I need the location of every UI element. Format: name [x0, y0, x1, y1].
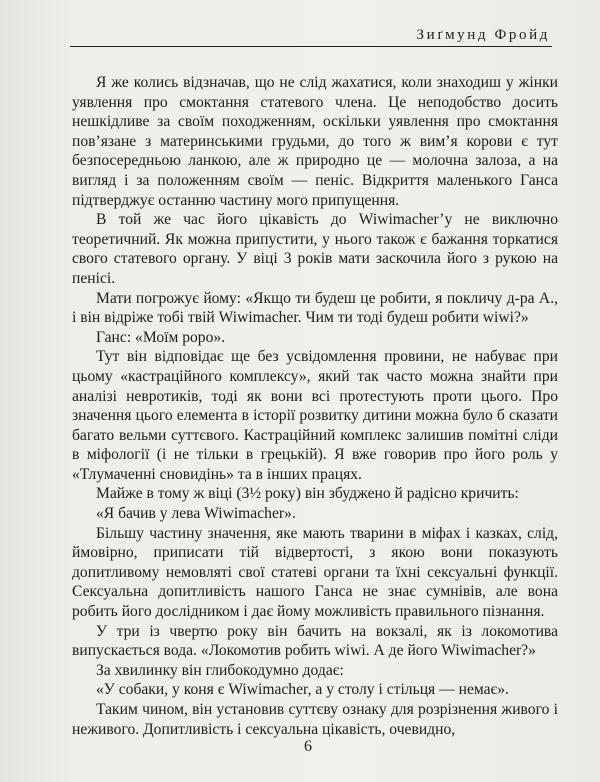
- header-rule: [70, 46, 552, 47]
- paragraph: Таким чином, він установив суттєву ознаку для розрізнення живого і неживого. Допитливість і сексуальна цікавість, очевидно,: [72, 701, 558, 738]
- paragraph: Мати погрожує йому: «Якщо ти будеш це робити, я покличу д-ра А., і він відріже тобі твій Wiwimacher. Чим ти тоді будеш робити wiwi?»: [72, 289, 558, 327]
- paragraph: Більшу частину значення, яке мають тварини в міфах і казках, слід, ймовірно, приписати тій відвертості, з якою вони показують допитливому немовляті свої статеві органи та їхні сексуальні функції. Сексуальна допитливість нашого Ганса не знає сумнівів, але вона робить його дослідником і дає йому можливість правильного пізнання.: [72, 524, 558, 621]
- quote-line: «У собаки, у коня є Wiwimacher, а у столу і стільця — немає».: [96, 681, 509, 699]
- page-number: 6: [304, 738, 312, 755]
- running-head-author: Зиґмунд Фройд: [416, 27, 550, 43]
- body-text: [72, 73, 558, 739]
- paragraph: За хвилинку він глибокодумно додає:: [96, 661, 344, 679]
- paragraph: Я же колись відзначав, що не слід жахатися, коли знаходиш у жінки уявлення про смоктання статевого члена. Це неподобство досить нешкідливе за своїм походженням, оскільки уявлення про смоктання пов’язане з материнськими грудьми, до того ж вим’я корови є тут безпосередньою ланкою, але ж природно це — молочна залоза, а на вигляд і за положенням своїм — пеніс. Відкриття маленького Ганса підтверджує останню частину мого припущення.: [72, 74, 558, 209]
- quote-line: «Я бачив у лева Wiwimacher».: [96, 505, 296, 523]
- paragraph: Ганс: «Моїм роро».: [96, 328, 226, 346]
- paragraph: У три із чвертю року він бачить на вокзалі, як із локомотива випускається вода. «Локомотив робить wiwi. А де його Wiwimacher?»: [72, 622, 558, 660]
- paragraph: Майже в тому ж віці (3½ року) він збуджено й радісно кричить:: [96, 485, 519, 503]
- paragraph: В той же час його цікавість до Wiwimacher’у не виключно теоретичний. Як можна припустити, у нього також є бажання торкатися свого статевого органу. У віці 3 років мати заскочила його з рукою на пенісі.: [72, 211, 558, 287]
- paragraph: Тут він відповідає ще без усвідомлення провини, не набуває при цьому «кастраційного комплексу», який так часто можна знайти при аналізі невротиків, тоді як вони всі протестують проти цього. Про значення цього елемента в історії розвитку дитини можна було б сказати багато вельми суттєвого. Кастраційний комплекс залишив помітні сліди в міфології (і не тільки в грецькій). Я вже говорив про його роль у «Тлумаченні сновидінь» та в інших працях.: [72, 348, 558, 483]
